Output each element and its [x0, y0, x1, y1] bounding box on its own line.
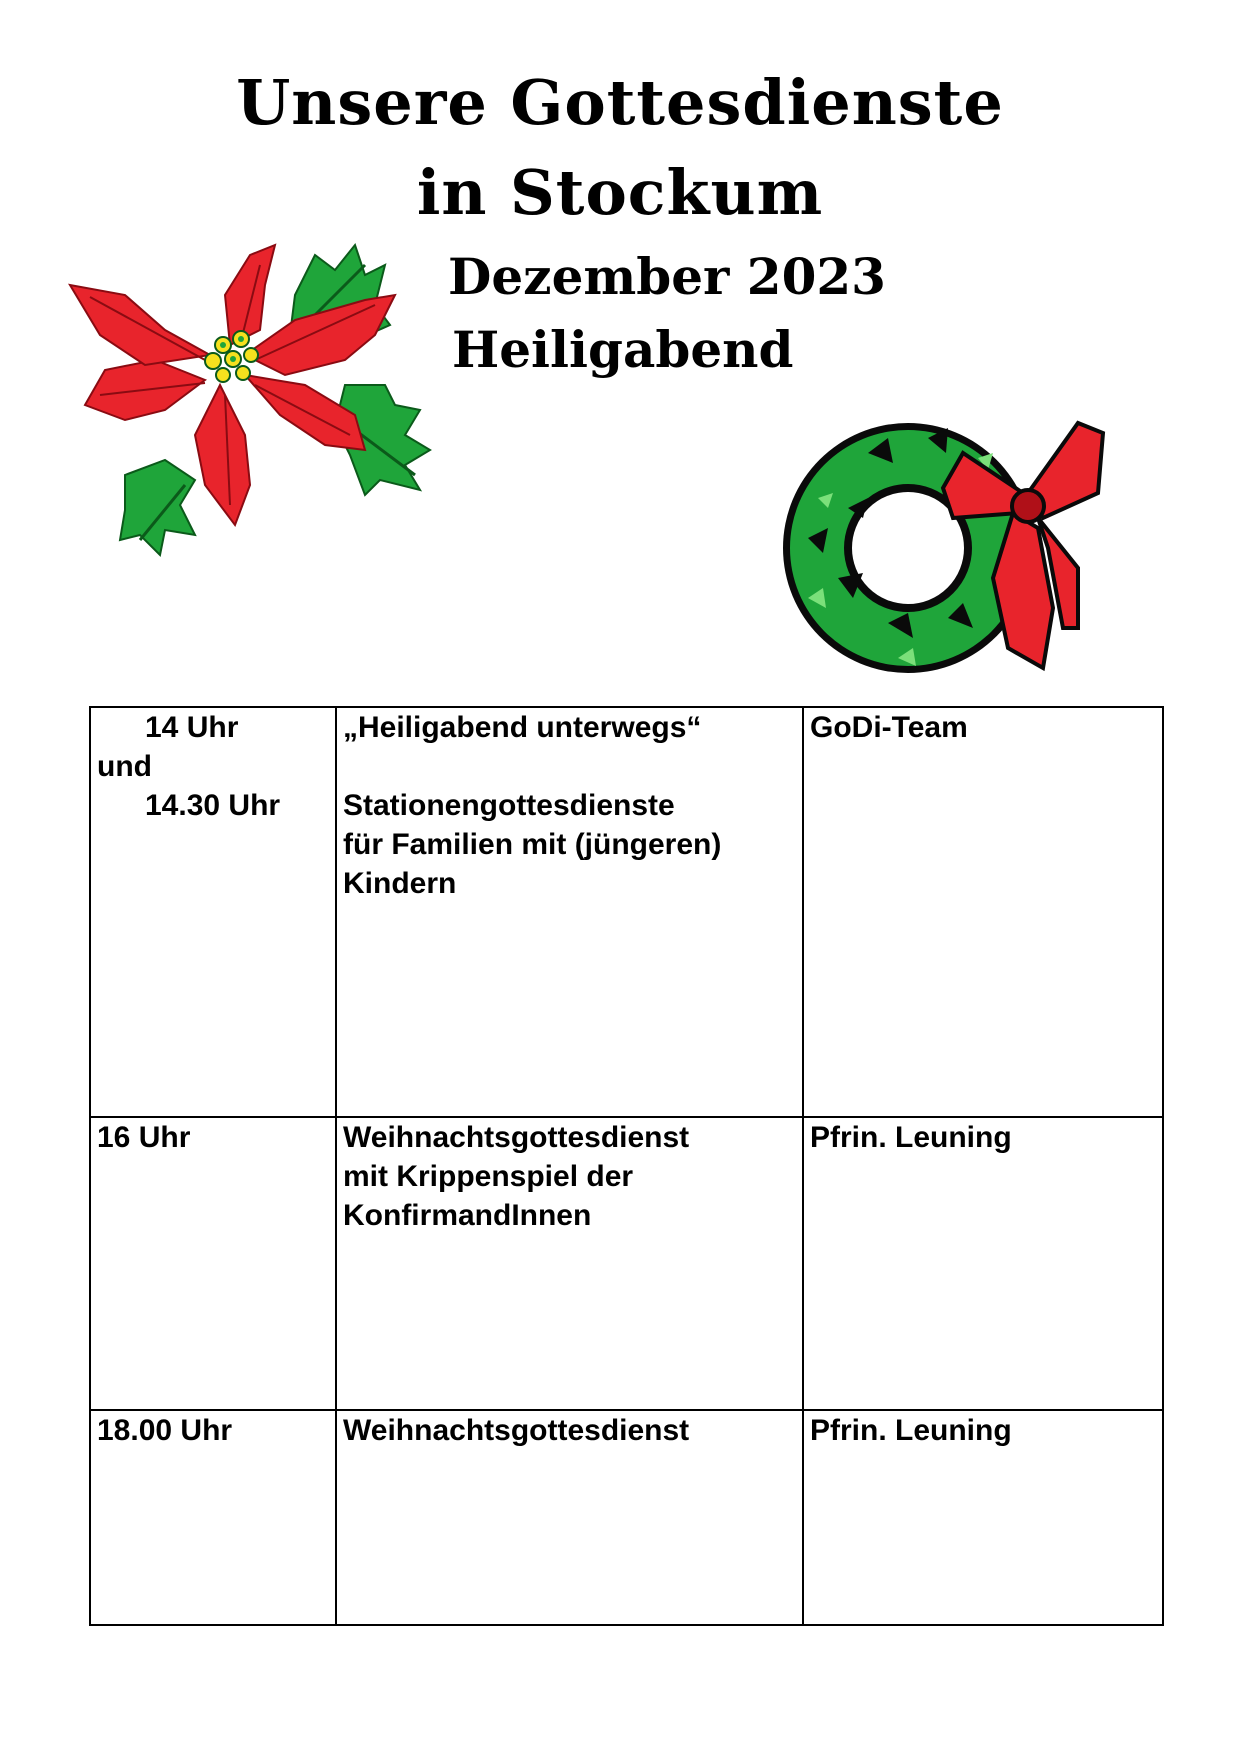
description-cell [336, 1117, 803, 1410]
description-cell [336, 1410, 803, 1625]
description-text: KonfirmandInnen [343, 1199, 592, 1232]
time-cell [90, 1410, 336, 1625]
time-cell [90, 707, 336, 1117]
table-row [90, 1410, 1163, 1625]
leader-text: Pfrin. Leuning [810, 1414, 1012, 1447]
description-text: für Familien mit (jüngeren) [343, 828, 722, 861]
service-schedule-table [89, 706, 1164, 1626]
poinsettia-icon [45, 235, 440, 585]
day-heading: Heiligabend [452, 320, 794, 379]
time-text: und [97, 750, 152, 783]
time-text: 18.00 Uhr [97, 1414, 233, 1447]
leader-cell [803, 1410, 1163, 1625]
time-text: 16 Uhr [97, 1121, 191, 1154]
leader-cell [803, 1117, 1163, 1410]
description-cell [336, 707, 803, 1117]
leader-text: GoDi-Team [810, 711, 968, 744]
christmas-wreath-icon [778, 398, 1133, 688]
description-text: Stationengottesdienste [343, 789, 675, 822]
table-row [90, 1117, 1163, 1410]
time-cell [90, 1117, 336, 1410]
page-title-line-1: Unsere Gottesdienste [236, 66, 1004, 139]
description-text: Weihnachtsgottesdienst [343, 1121, 690, 1154]
table-row [90, 707, 1163, 1117]
description-text: Weihnachtsgottesdienst [343, 1414, 690, 1447]
month-heading: Dezember 2023 [448, 247, 886, 306]
service-title: „Heiligabend unterwegs“ [343, 711, 702, 744]
description-text: Kindern [343, 867, 457, 900]
page-title-line-2: in Stockum [416, 156, 824, 229]
description-text: mit Krippenspiel der [343, 1160, 634, 1193]
leader-cell [803, 707, 1163, 1117]
time-text: 14 Uhr [145, 711, 239, 744]
leader-text: Pfrin. Leuning [810, 1121, 1012, 1154]
time-text: 14.30 Uhr [145, 789, 281, 822]
